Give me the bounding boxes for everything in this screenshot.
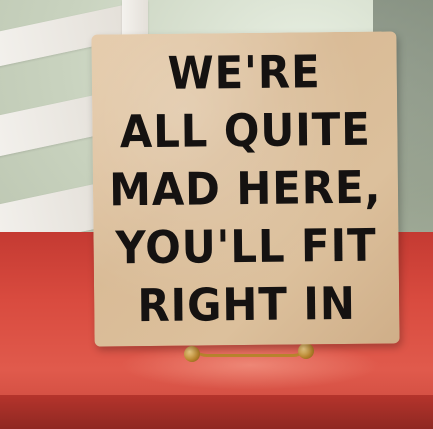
- quote-line-3: MAD HERE,: [109, 160, 382, 217]
- stand-foot-left: [184, 346, 200, 362]
- quote-line-5: RIGHT IN: [137, 276, 357, 333]
- stand-foot-right: [298, 343, 314, 359]
- table-edge: [0, 395, 433, 429]
- quote-tile: [91, 31, 399, 346]
- quote-line-2: ALL QUITE: [119, 102, 371, 159]
- quote-line-1: WE'RE: [167, 45, 322, 100]
- quote-line-4: YOU'LL FIT: [115, 218, 377, 275]
- quote-text: [91, 31, 399, 346]
